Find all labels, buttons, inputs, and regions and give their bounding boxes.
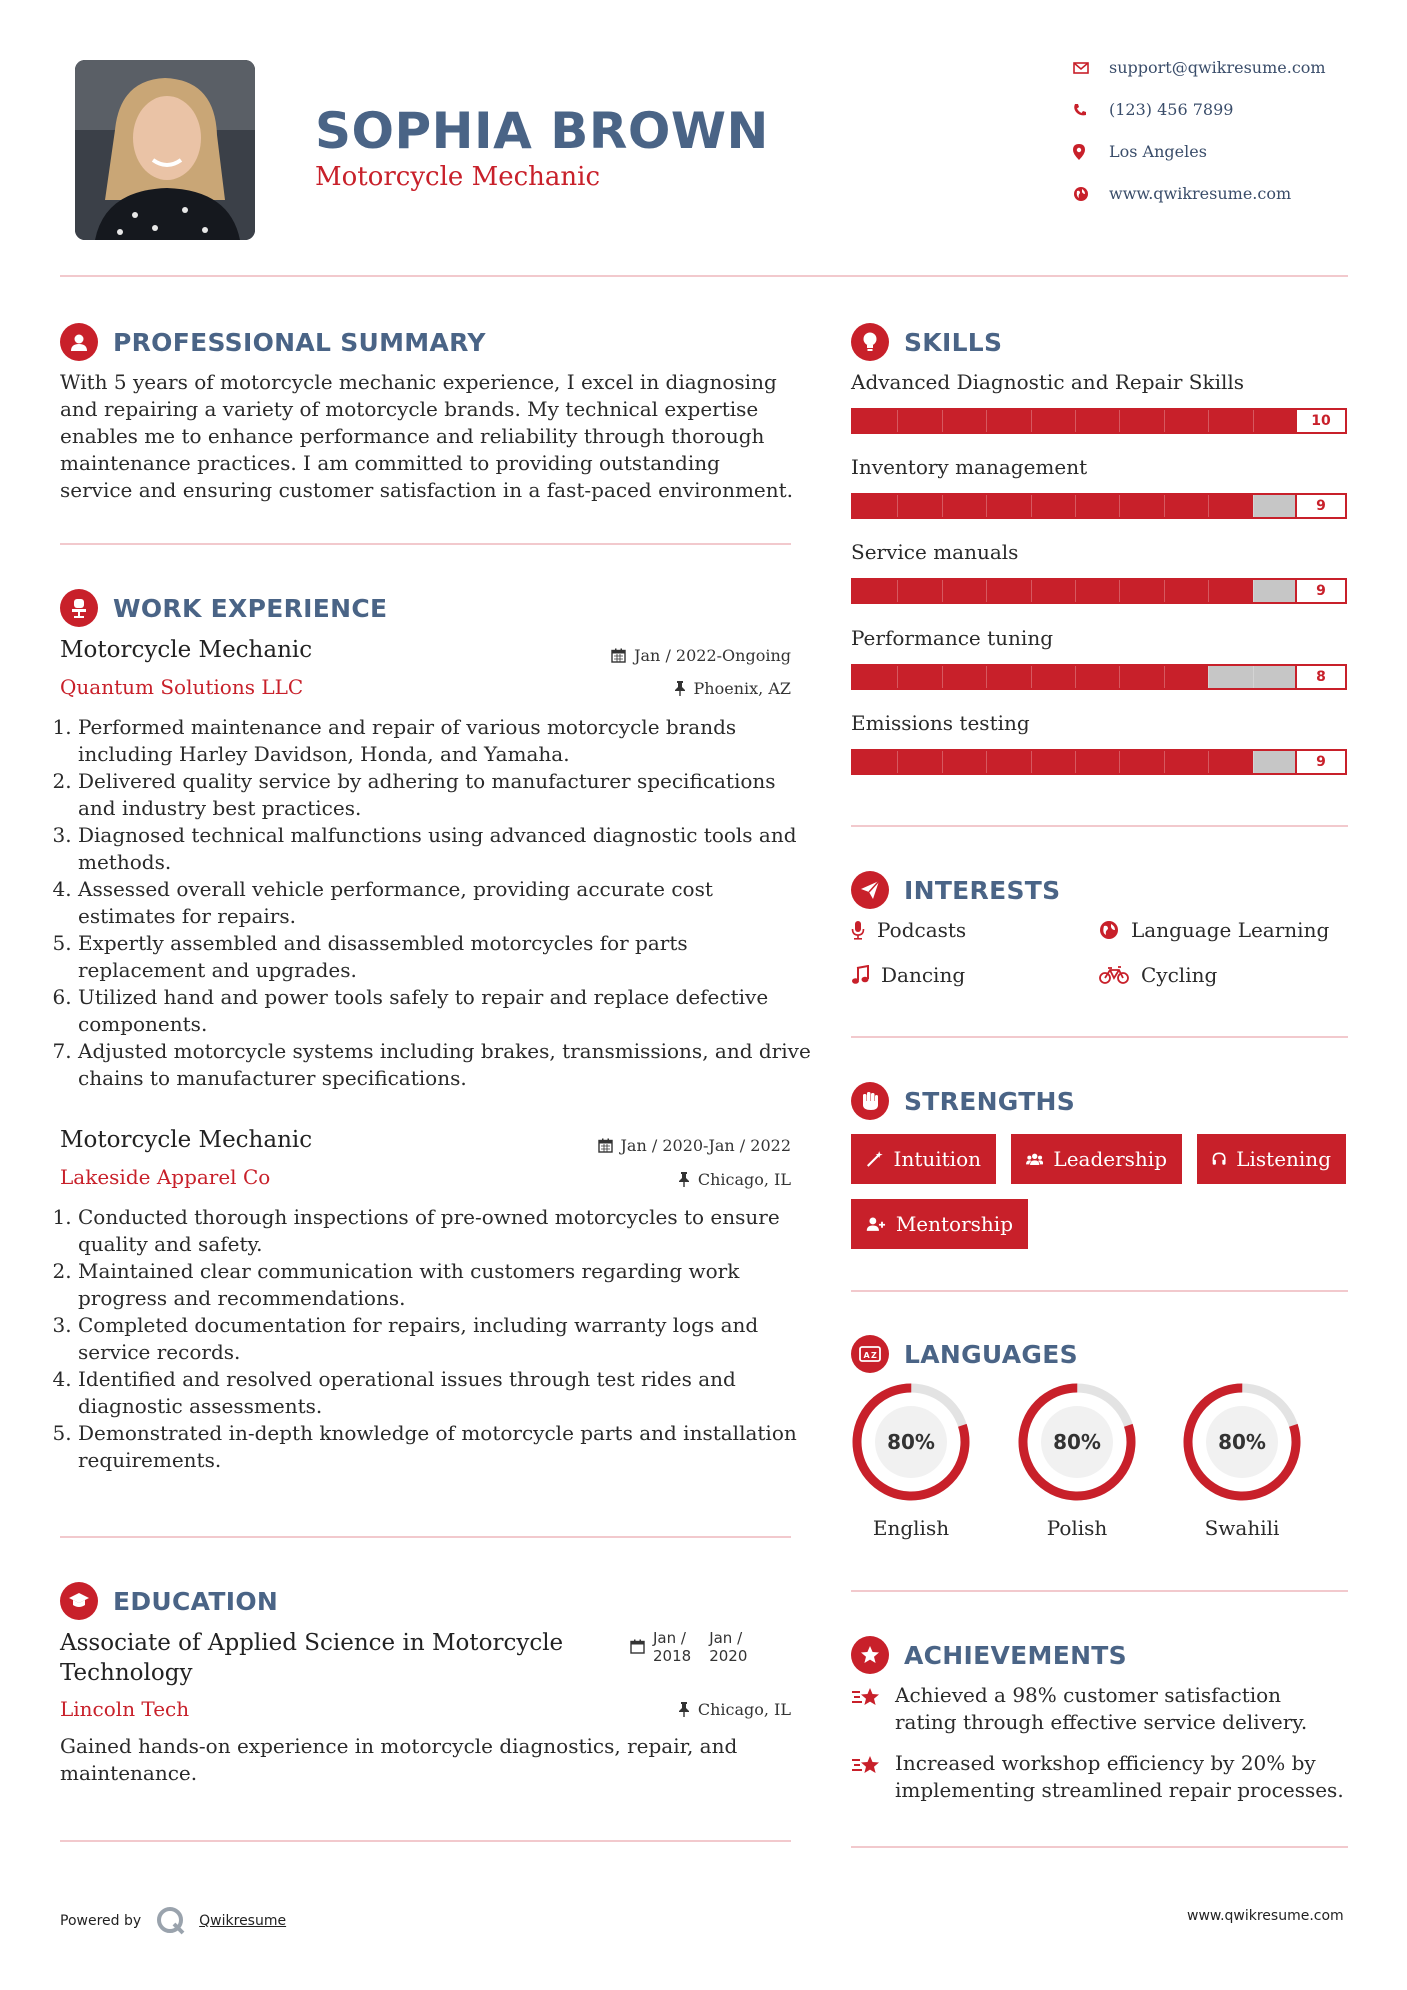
strength-label: Listening (1236, 1147, 1331, 1171)
interest-label: Language Learning (1131, 918, 1330, 942)
skill-segment-divider (1031, 751, 1032, 773)
achievements-section-header (851, 1636, 1127, 1674)
skill-segment-divider (1253, 580, 1254, 602)
skill-segment-divider (942, 495, 943, 517)
skill-score: 8 (1295, 666, 1345, 688)
interest-language-learning (1099, 918, 1329, 942)
strengths-heading: STRENGTHS (904, 1086, 1076, 1116)
skill-segment-divider (1208, 666, 1209, 688)
language-percent: 80% (1218, 1430, 1266, 1454)
svg-text:A: A (863, 1351, 870, 1360)
headphones-icon (1212, 1149, 1226, 1169)
star-badge-icon (851, 1636, 889, 1674)
contact-location-text: Los Angeles (1109, 142, 1207, 161)
duty-item: 2. Maintained clear communication with customers regarding work progress and recommendations. (78, 1258, 813, 1312)
profile-photo (75, 60, 255, 240)
language-label: English (872, 1516, 950, 1540)
skill-segment-divider (1253, 751, 1254, 773)
calendar-icon (630, 1639, 645, 1654)
duty-item: 3. Diagnosed technical malfunctions using advanced diagnostic tools and methods. (78, 822, 813, 876)
duty-item: 5. Expertly assembled and disassembled motorcycles for parts replacement and upgrades. (78, 930, 813, 984)
language-percent: 80% (1053, 1430, 1101, 1454)
interests-heading: INTERESTS (904, 875, 1061, 905)
footer-brand-link[interactable]: Qwikresume (199, 1913, 287, 1929)
skill-label: Emissions testing (851, 711, 1030, 735)
strength-chip-mentorship (851, 1199, 1028, 1249)
duty-item: 7. Adjusted motorcycle systems including brakes, transmissions, and drive chains to manufacturer specifications. (78, 1038, 813, 1092)
duty-item: 3. Completed documentation for repairs, including warranty logs and service records. (78, 1312, 813, 1366)
duty-item: 2. Delivered quality service by adhering to manufacturer specifications and industry best practices. (78, 768, 813, 822)
skill-bar (851, 408, 1347, 434)
skill-segment-divider (1031, 495, 1032, 517)
calendar-icon (598, 1138, 613, 1153)
contact-email[interactable] (1073, 58, 1326, 77)
skill-segment-divider (942, 666, 943, 688)
languages-section-header (851, 1335, 1078, 1373)
envelope-icon (1073, 61, 1109, 75)
job-1-title: Motorcycle Mechanic (60, 637, 313, 663)
job-2-duties (60, 1204, 813, 1474)
magic-wand-icon (866, 1149, 884, 1169)
paper-plane-icon (851, 871, 889, 909)
job-1-location-text: Phoenix, AZ (693, 679, 791, 698)
skill-segment-divider (1208, 410, 1209, 432)
skill-segment-divider (1253, 666, 1254, 688)
language-label: Swahili (1204, 1516, 1280, 1540)
education-end-line2: 2020 (709, 1647, 748, 1665)
strengths-divider (851, 1290, 1348, 1292)
skill-segment-divider (986, 495, 987, 517)
strength-chip-listening (1197, 1134, 1346, 1184)
skill-segment-divider (1164, 410, 1165, 432)
duty-item: 6. Utilized hand and power tools safely to repair and replace defective components. (78, 984, 813, 1038)
skill-segment-divider (897, 580, 898, 602)
skill-segment-divider (897, 666, 898, 688)
job-1-company: Quantum Solutions LLC (60, 675, 304, 699)
skill-segment-divider (1119, 410, 1120, 432)
interest-dancing (851, 963, 965, 987)
skill-segment-divider (942, 410, 943, 432)
fist-icon (851, 1082, 889, 1120)
education-location (560, 1700, 791, 1719)
skill-bar (851, 664, 1347, 690)
skill-segment-divider (1075, 495, 1076, 517)
strength-chip-intuition (851, 1134, 996, 1184)
skill-segment-divider (1253, 495, 1254, 517)
job-1-location (560, 679, 791, 698)
education-end-line1: Jan / (709, 1629, 743, 1647)
job-2-title: Motorcycle Mechanic (60, 1127, 313, 1153)
interest-label: Dancing (881, 963, 966, 987)
skill-segment-divider (1208, 580, 1209, 602)
skill-segment-divider (1208, 751, 1209, 773)
skill-segment-divider (897, 495, 898, 517)
language-ring (1177, 1377, 1307, 1507)
education-school: Lincoln Tech (60, 1697, 190, 1721)
job-1-dates (560, 646, 791, 665)
achievement-item (851, 1682, 1348, 1736)
job-2-dates (540, 1136, 791, 1155)
graduation-icon (60, 1582, 98, 1620)
skill-fill (853, 580, 1253, 602)
candidate-name: SOPHIA BROWN (315, 102, 769, 160)
interest-label: Cycling (1141, 963, 1218, 987)
phone-icon (1073, 103, 1109, 117)
skill-segment-divider (1164, 666, 1165, 688)
user-icon (60, 323, 98, 361)
contact-email-text: support@qwikresume.com (1109, 58, 1326, 77)
languages-heading: LANGUAGES (904, 1339, 1078, 1369)
skill-bar (851, 749, 1347, 775)
bicycle-icon (1099, 965, 1129, 985)
pushpin-icon (678, 1172, 690, 1187)
summary-divider (60, 543, 791, 545)
job-1-dates-text: Jan / 2022-Ongoing (634, 646, 791, 665)
skill-segment-divider (1075, 666, 1076, 688)
language-percent: 80% (887, 1430, 935, 1454)
education-section-header (60, 1582, 278, 1620)
interests-section-header (851, 871, 1060, 909)
skill-label: Inventory management (851, 455, 1088, 479)
user-plus-icon (866, 1214, 886, 1234)
map-pin-icon (1073, 144, 1109, 160)
skill-segment-divider (897, 751, 898, 773)
interest-cycling (1099, 963, 1217, 987)
skill-segment-divider (1075, 580, 1076, 602)
education-heading: EDUCATION (113, 1586, 279, 1616)
job-1-duties (60, 714, 813, 1092)
calendar-icon (611, 648, 626, 663)
shooting-star-icon (851, 1686, 883, 1710)
summary-heading: PROFESSIONAL SUMMARY (113, 327, 486, 357)
skill-fill (853, 751, 1253, 773)
experience-section-header (60, 589, 387, 627)
qwikresume-logo-icon (155, 1905, 187, 1937)
skill-segment-divider (1164, 495, 1165, 517)
footer-powered-by (60, 1905, 286, 1937)
duty-item: 1. Conducted thorough inspections of pre-owned motorcycles to ensure quality and safety. (78, 1204, 813, 1258)
education-location-text: Chicago, IL (697, 1700, 791, 1719)
strength-chip-leadership (1011, 1134, 1182, 1184)
skill-segment-divider (1031, 410, 1032, 432)
languages-divider (851, 1590, 1348, 1592)
job-2-dates-text: Jan / 2020-Jan / 2022 (620, 1136, 791, 1155)
skill-label: Performance tuning (851, 626, 1054, 650)
language-ring-english (846, 1377, 976, 1511)
svg-text:Z: Z (871, 1351, 877, 1360)
job-2-company: Lakeside Apparel Co (60, 1165, 271, 1189)
skill-fill (853, 495, 1253, 517)
strength-label: Leadership (1053, 1147, 1167, 1171)
contact-website-text: www.qwikresume.com (1109, 184, 1292, 203)
users-icon (1026, 1149, 1043, 1169)
education-dates (630, 1629, 747, 1665)
skill-segment-divider (1119, 580, 1120, 602)
skill-score: 9 (1295, 495, 1345, 517)
chair-icon (60, 589, 98, 627)
footer-url[interactable]: www.qwikresume.com (1187, 1908, 1344, 1924)
skill-segment-divider (1164, 580, 1165, 602)
achievement-item (851, 1750, 1348, 1804)
education-start-line1: Jan / (653, 1629, 686, 1647)
skill-segment-divider (1031, 580, 1032, 602)
shooting-star-icon (851, 1754, 883, 1778)
skill-label: Advanced Diagnostic and Repair Skills (851, 370, 1245, 394)
interest-label: Podcasts (877, 918, 967, 942)
skill-segment-divider (986, 580, 987, 602)
pushpin-icon (678, 1702, 690, 1717)
skill-bar (851, 578, 1347, 604)
skill-segment-divider (986, 666, 987, 688)
lightbulb-icon (851, 323, 889, 361)
language-ring-polish (1012, 1377, 1142, 1511)
language-ring (1012, 1377, 1142, 1507)
education-description: Gained hands-on experience in motorcycle diagnostics, repair, and maintenance. (60, 1734, 738, 1785)
interests-divider (851, 1036, 1348, 1038)
language-ring-swahili (1177, 1377, 1307, 1511)
skill-bar (851, 493, 1347, 519)
achievements-divider (851, 1846, 1348, 1848)
skill-segment-divider (897, 410, 898, 432)
skill-segment-divider (986, 751, 987, 773)
globe-icon (1099, 920, 1119, 940)
skill-segment-divider (1208, 495, 1209, 517)
achievement-text: Achieved a 98% customer satisfaction rating through effective service delivery. (895, 1683, 1308, 1734)
experience-divider (60, 1536, 791, 1538)
skill-segment-divider (1164, 751, 1165, 773)
skill-score: 9 (1295, 751, 1345, 773)
skill-segment-divider (1119, 666, 1120, 688)
skill-segment-divider (986, 410, 987, 432)
summary-text: With 5 years of motorcycle mechanic experience, I excel in diagnosing and repairing a variety of motorcycle brands. My technical expertise enables me to enhance performance and reliability through thorough maintenance practices. I am committed to providing outstanding service and ensuring customer satisfaction in a fast-paced environment. (60, 370, 794, 502)
skill-segment-divider (942, 580, 943, 602)
strength-label: Intuition (893, 1147, 981, 1171)
education-degree: Associate of Applied Science in Motorcycle Technology (60, 1630, 564, 1686)
education-divider (60, 1840, 791, 1842)
globe-icon (1073, 186, 1109, 202)
duty-item: 4. Identified and resolved operational issues through test rides and diagnostic assessments. (78, 1366, 813, 1420)
duty-item: 4. Assessed overall vehicle performance, providing accurate cost estimates for repairs. (78, 876, 813, 930)
language-label: Polish (1046, 1516, 1108, 1540)
education-start-line2: 2018 (653, 1647, 692, 1665)
duty-item: 1. Performed maintenance and repair of various motorcycle brands including Harley Davidson, Honda, and Yamaha. (78, 714, 813, 768)
achievements-heading: ACHIEVEMENTS (904, 1640, 1127, 1670)
skill-segment-divider (942, 751, 943, 773)
skills-heading: SKILLS (904, 327, 1003, 357)
job-2-location-text: Chicago, IL (697, 1170, 791, 1189)
contact-website[interactable] (1073, 184, 1291, 203)
duty-item: 5. Demonstrated in-depth knowledge of motorcycle parts and installation requirements. (78, 1420, 813, 1474)
strengths-section-header (851, 1082, 1075, 1120)
skill-score: 9 (1295, 580, 1345, 602)
skills-divider (851, 825, 1348, 827)
microphone-icon (851, 920, 865, 940)
skill-segment-divider (1031, 666, 1032, 688)
candidate-title: Motorcycle Mechanic (315, 162, 601, 192)
music-note-icon (851, 965, 869, 985)
language-ring (846, 1377, 976, 1507)
skill-label: Service manuals (851, 540, 1019, 564)
powered-by-label: Powered by (60, 1913, 142, 1929)
skill-segment-divider (1075, 410, 1076, 432)
contact-phone[interactable] (1073, 100, 1233, 119)
language-card-icon (851, 1335, 889, 1373)
interest-podcasts (851, 918, 966, 942)
skill-segment-divider (1119, 751, 1120, 773)
pushpin-icon (674, 681, 686, 696)
skill-segment-divider (1075, 751, 1076, 773)
summary-section-header (60, 323, 486, 361)
skill-score: 10 (1295, 410, 1345, 432)
skills-section-header (851, 323, 1002, 361)
skill-segment-divider (1253, 410, 1254, 432)
education-end (709, 1629, 747, 1665)
experience-heading: WORK EXPERIENCE (113, 593, 388, 623)
contact-phone-text: (123) 456 7899 (1109, 100, 1234, 119)
header-divider (60, 275, 1348, 277)
education-start (653, 1629, 691, 1665)
job-2-location (560, 1170, 791, 1189)
strength-label: Mentorship (895, 1212, 1013, 1236)
contact-location (1073, 142, 1207, 161)
achievement-text: Increased workshop efficiency by 20% by implementing streamlined repair processes. (895, 1751, 1344, 1802)
skill-segment-divider (1119, 495, 1120, 517)
